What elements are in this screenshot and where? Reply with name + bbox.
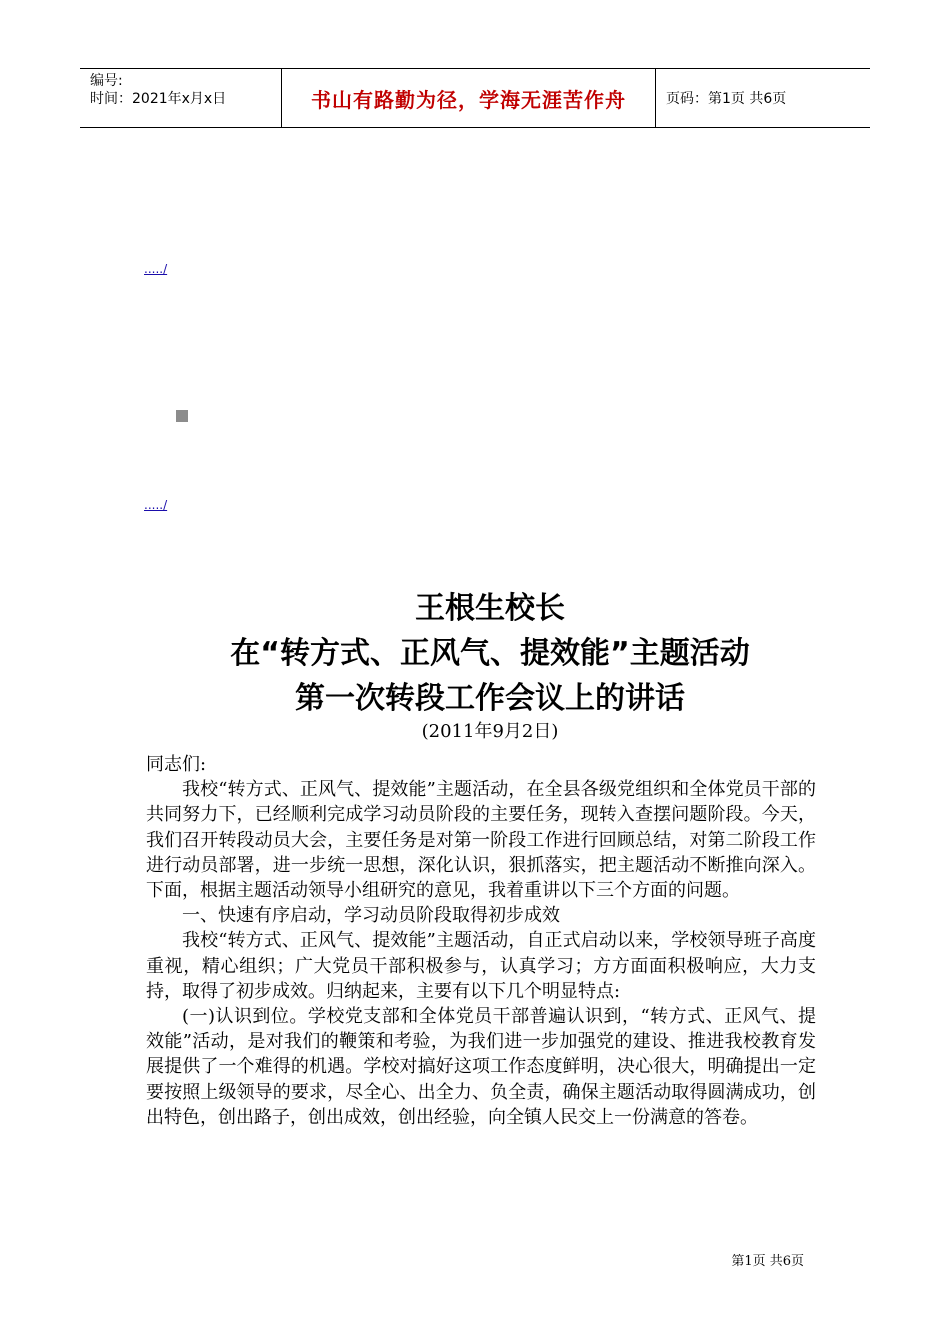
paragraph-intro: 我校“转方式、正风气、提效能”主题活动，在全县各级党组织和全体党员干部的共同努力下，已经顺利完成学习动员阶段的主要任务，现转入查摆问题阶段。今天，我们召开转段动员大会，主要任务是对第一阶段工作进行回顾总结，对第二阶段工作进行动员部署，进一步统一思想，深化认识，狠抓落实，把主题活动不断推向深入。下面，根据主题活动领导小组研究的意见，我着重讲以下三个方面的问题。	[146, 779, 816, 902]
speech-body	[146, 752, 816, 1130]
title-line-2: 在“转方式、正风气、提效能”主题活动	[230, 636, 750, 671]
paragraph-awareness: (一)认识到位。学校党支部和全体党员干部普遍认识到，“转方式、正风气、提效能”活动，是对我们的鞭策和考验，为我们进一步加强党的建设、推进我校教育发展提供了一个难得的机遇。学校对搞好这项工作态度鲜明，决心很大，明确提出一定要按照上级领导的要求，尽全心、出全力、负全责，确保主题活动取得圆满成功，创出特色，创出路子，创出成效，创出经验，向全镇人民交上一份满意的答卷。	[146, 1006, 816, 1128]
time-label: 时间：2021年x月x日	[90, 91, 227, 107]
title-line-1: 王根生校长	[415, 591, 565, 626]
salutation: 同志们:	[146, 754, 207, 775]
paragraph-features: 我校“转方式、正风气、提效能”主题活动，自正式启动以来，学校领导班子高度重视，精心组织；广大党员干部积极参与，认真学习；方方面面积极响应，大力支持，取得了初步成效。归纳起来，主要有以下几个明显特点:	[146, 930, 816, 1002]
header-motto	[282, 69, 656, 127]
footer-page-number: 第1页 共6页	[731, 1254, 804, 1269]
bottom-link[interactable]: ...../	[144, 498, 168, 512]
section-heading-1: 一、快速有序启动，学习动员阶段取得初步成效	[182, 905, 560, 927]
header-meta	[80, 69, 282, 127]
broken-image-icon	[176, 410, 188, 422]
document-header	[80, 68, 870, 128]
title-line-3: 第一次转段工作会议上的讲话	[295, 681, 685, 716]
page-footer	[731, 1250, 804, 1269]
top-link[interactable]: ...../	[144, 262, 168, 276]
page-info-text: 页码：第1页 共6页	[666, 91, 787, 107]
motto-text: 书山有路勤为径，学海无涯苦作舟	[311, 87, 626, 112]
header-page-info	[656, 69, 870, 127]
serial-label: 编号:	[90, 73, 123, 89]
speech-date: (2011年9月2日)	[421, 721, 559, 742]
speech-title	[140, 586, 840, 743]
